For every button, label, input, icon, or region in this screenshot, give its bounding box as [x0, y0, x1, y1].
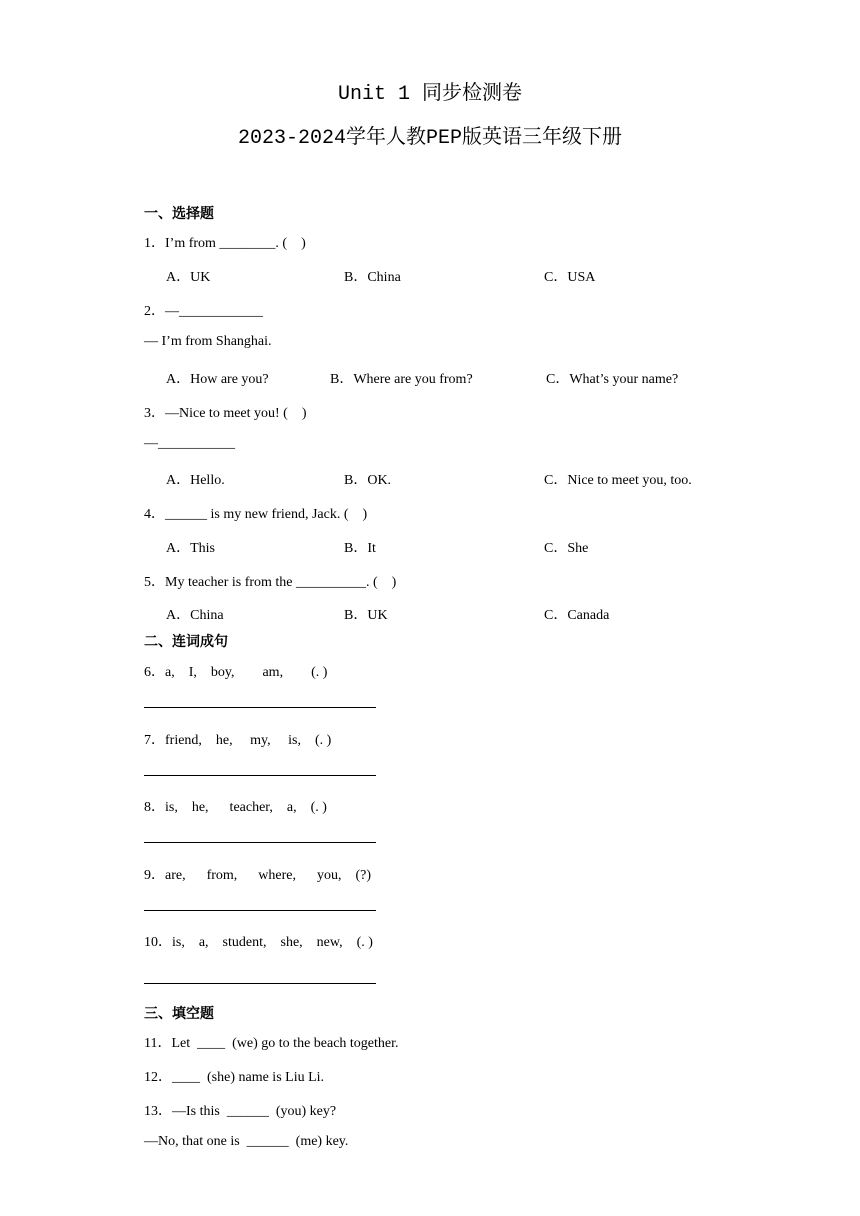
- q5-option-b: B．UK: [344, 608, 388, 623]
- answer-line-7: [144, 775, 376, 776]
- worksheet-title: Unit 1 同步检测卷: [337, 83, 522, 106]
- question-3-reply: —___________: [144, 436, 235, 451]
- answer-line-9: [144, 910, 376, 911]
- q5-option-c: C．Canada: [544, 608, 610, 623]
- question-6: 6．a, I, boy, am, (. ): [144, 665, 328, 680]
- q4-option-a: A．This: [166, 541, 215, 556]
- question-2-reply: — I’m from Shanghai.: [144, 334, 272, 349]
- answer-line-10: [144, 983, 376, 984]
- q1-option-a: A．UK: [166, 270, 211, 285]
- q3-option-c: C．Nice to meet you, too.: [544, 473, 692, 488]
- question-7: 7．friend, he, my, is, (. ): [144, 733, 332, 748]
- question-13-reply: —No, that one is ______ (me) key.: [144, 1134, 349, 1149]
- question-2: 2．—____________: [144, 304, 263, 319]
- question-11: 11．Let ____ (we) go to the beach together.: [144, 1036, 399, 1051]
- q5-option-a: A．China: [166, 608, 224, 623]
- question-8: 8．is, he, teacher, a, (. ): [144, 800, 327, 815]
- q1-option-b: B．China: [344, 270, 401, 285]
- section-heading-sentence-building: 二、连词成句: [144, 634, 228, 650]
- q1-option-c: C．USA: [544, 270, 596, 285]
- question-5: 5．My teacher is from the __________. ( ): [144, 575, 397, 590]
- question-9: 9．are, from, where, you, (?): [144, 868, 372, 883]
- question-12: 12．____ (she) name is Liu Li.: [144, 1070, 325, 1085]
- question-4: 4．______ is my new friend, Jack. ( ): [144, 507, 368, 522]
- q2-option-a: A．How are you?: [166, 372, 269, 387]
- q4-option-c: C．She: [544, 541, 589, 556]
- answer-line-6: [144, 707, 376, 708]
- question-1: 1．I’m from ________. ( ): [144, 236, 306, 251]
- q3-option-a: A．Hello.: [166, 473, 225, 488]
- worksheet-subtitle: 2023-2024学年人教PEP版英语三年级下册: [237, 127, 623, 150]
- q2-option-b: B．Where are you from?: [330, 372, 473, 387]
- question-13: 13．—Is this ______ (you) key?: [144, 1104, 337, 1119]
- question-3: 3．—Nice to meet you! ( ): [144, 406, 307, 421]
- q2-option-c: C．What’s your name?: [546, 372, 679, 387]
- answer-line-8: [144, 842, 376, 843]
- section-heading-choice: 一、选择题: [144, 206, 214, 222]
- q3-option-b: B．OK.: [344, 473, 392, 488]
- question-10: 10．is, a, student, she, new, (. ): [144, 935, 373, 950]
- q4-option-b: B．It: [344, 541, 376, 556]
- section-heading-fill-blank: 三、填空题: [144, 1006, 214, 1022]
